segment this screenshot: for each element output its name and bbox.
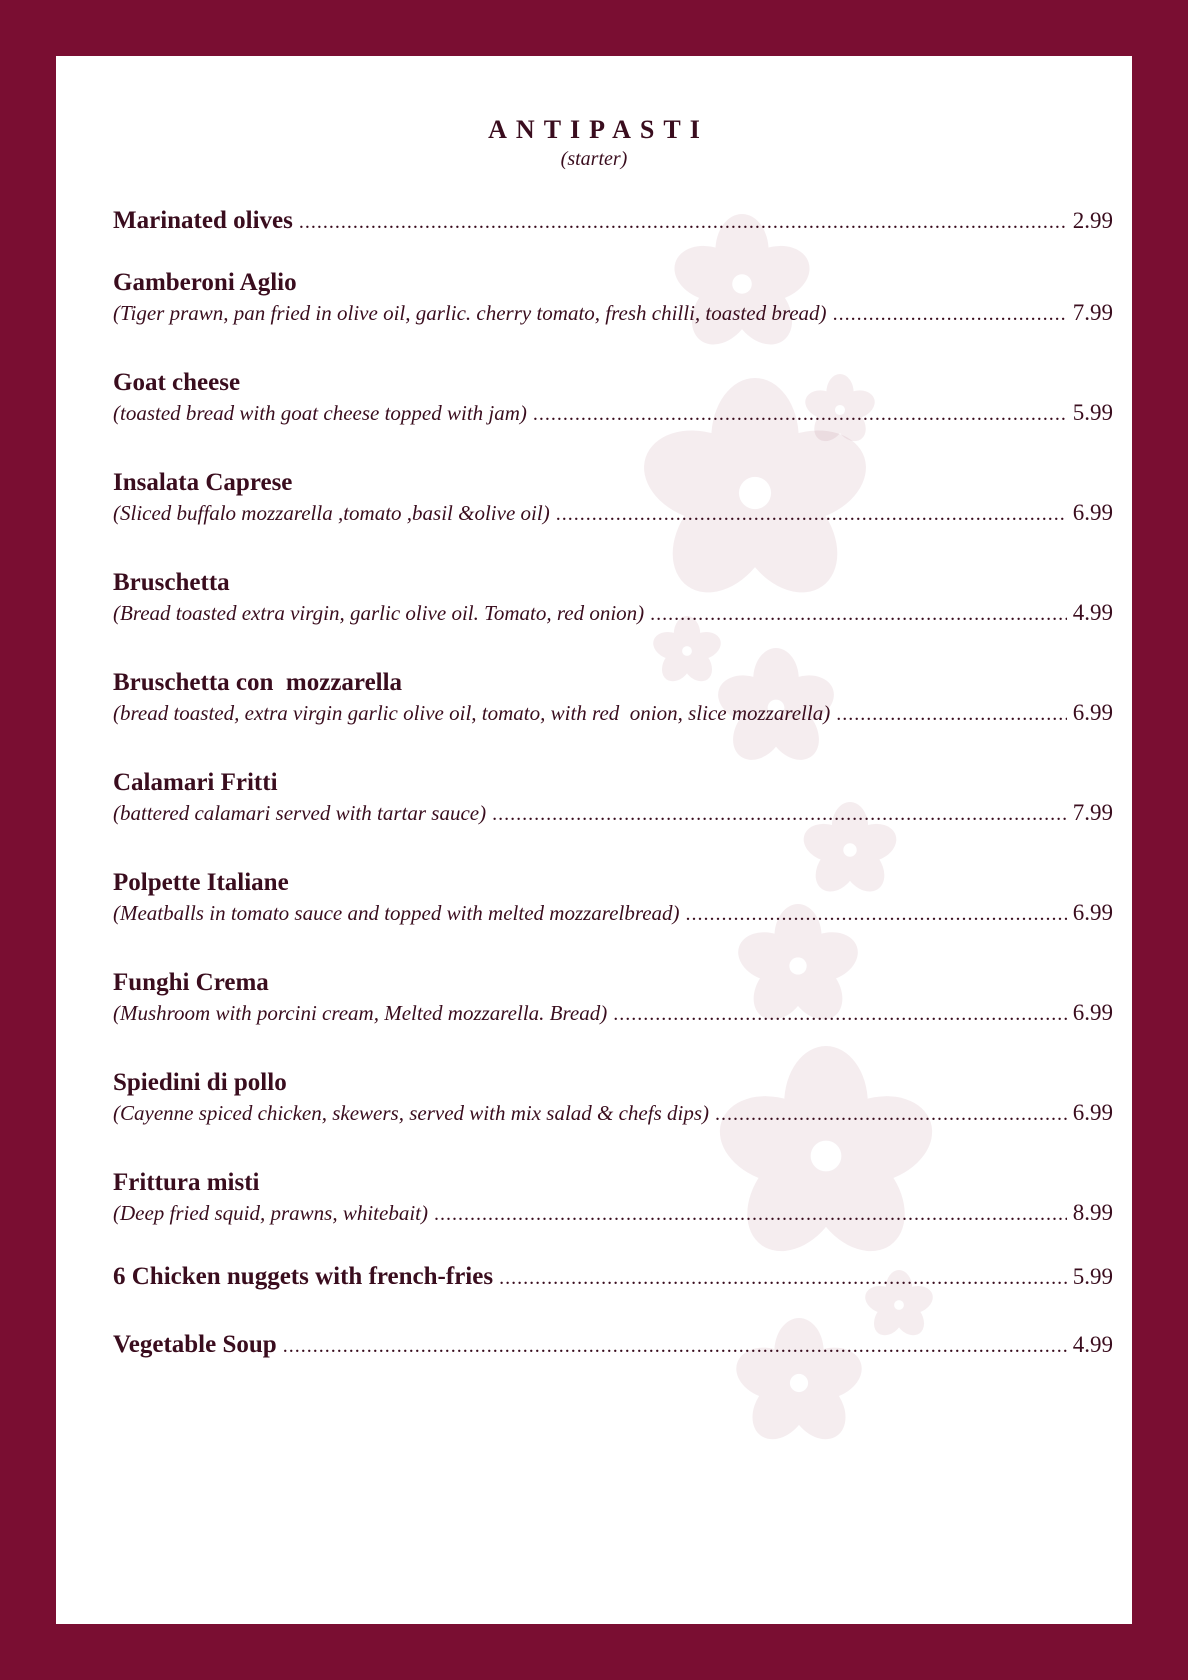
item-name: Funghi Crema xyxy=(113,969,269,996)
item-description: (Bread toasted extra virgin, garlic olive oil. Tomato, red onion) xyxy=(113,601,645,625)
item-price: 4.99 xyxy=(1072,600,1113,625)
dot-leader xyxy=(499,1263,1067,1293)
menu-item xyxy=(113,268,1113,329)
dot-leader xyxy=(533,399,1067,429)
item-name: Marinated olives xyxy=(113,207,293,234)
item-price: 6.99 xyxy=(1072,500,1113,525)
item-description: (Sliced buffalo mozzarella ,tomato ,basil &olive oil) xyxy=(113,501,550,525)
item-price: 5.99 xyxy=(1072,1264,1113,1289)
section-title: ANTIPASTI xyxy=(488,115,709,144)
dot-leader xyxy=(283,1331,1067,1361)
dot-leader xyxy=(434,1199,1067,1229)
item-description: (Tiger prawn, pan fried in olive oil, garlic. cherry tomato, fresh chilli, toasted bread) xyxy=(113,301,827,325)
item-price: 6.99 xyxy=(1072,900,1113,925)
item-description: (Mushroom with porcini cream, Melted mozzarella. Bread) xyxy=(113,1001,608,1025)
menu-item xyxy=(113,568,1113,629)
item-name: Calamari Fritti xyxy=(113,769,278,796)
dot-leader xyxy=(299,207,1067,237)
item-description: (bread toasted, extra virgin garlic olive oil, tomato, with red onion, slice mozzarella) xyxy=(113,701,831,725)
item-name: Goat cheese xyxy=(113,369,241,396)
item-name: Bruschetta con mozzarella xyxy=(113,669,403,696)
item-name: Spiedini di pollo xyxy=(113,1069,287,1096)
dot-leader xyxy=(650,599,1067,629)
menu-item xyxy=(113,668,1113,729)
menu-header xyxy=(56,114,1132,172)
item-description: (Deep fried squid, prawns, whitebait) xyxy=(113,1201,428,1225)
item-description: (toasted bread with goat cheese topped with jam) xyxy=(113,401,527,425)
menu-item xyxy=(113,768,1113,829)
dot-leader xyxy=(613,999,1067,1029)
dot-leader xyxy=(836,699,1067,729)
item-price: 7.99 xyxy=(1072,800,1113,825)
dot-leader xyxy=(715,1099,1067,1129)
menu-item xyxy=(113,968,1113,1029)
menu-item xyxy=(113,368,1113,429)
item-name: Polpette Italiane xyxy=(113,869,289,896)
menu-item xyxy=(113,868,1113,929)
menu-page xyxy=(56,56,1132,1624)
item-price: 7.99 xyxy=(1072,300,1113,325)
item-price: 2.99 xyxy=(1072,208,1113,233)
item-description: (battered calamari served with tartar sauce) xyxy=(113,801,487,825)
item-description: (Meatballs in tomato sauce and topped with melted mozzarelbread) xyxy=(113,901,680,925)
dot-leader xyxy=(492,799,1067,829)
dot-leader xyxy=(686,899,1067,929)
menu-item xyxy=(113,468,1113,529)
item-name: 6 Chicken nuggets with french-fries xyxy=(113,1263,494,1290)
item-price: 6.99 xyxy=(1072,700,1113,725)
menu-item xyxy=(113,1330,1113,1361)
item-name: Bruschetta xyxy=(113,569,230,596)
dot-leader xyxy=(833,299,1067,329)
item-name: Vegetable Soup xyxy=(113,1331,277,1358)
item-name: Insalata Caprese xyxy=(113,469,293,496)
menu-item xyxy=(113,1068,1113,1129)
item-description: (Cayenne spiced chicken, skewers, served with mix salad & chefs dips) xyxy=(113,1101,710,1125)
item-name: Gamberoni Aglio xyxy=(113,269,297,296)
item-price: 5.99 xyxy=(1072,400,1113,425)
item-price: 8.99 xyxy=(1072,1200,1113,1225)
item-price: 6.99 xyxy=(1072,1100,1113,1125)
menu-item xyxy=(113,1168,1113,1229)
section-subtitle: (starter) xyxy=(560,148,628,170)
dot-leader xyxy=(556,499,1067,529)
menu-item xyxy=(113,206,1113,237)
item-price: 6.99 xyxy=(1072,1000,1113,1025)
item-price: 4.99 xyxy=(1072,1332,1113,1357)
menu-item xyxy=(113,1262,1113,1293)
item-name: Frittura misti xyxy=(113,1169,260,1196)
